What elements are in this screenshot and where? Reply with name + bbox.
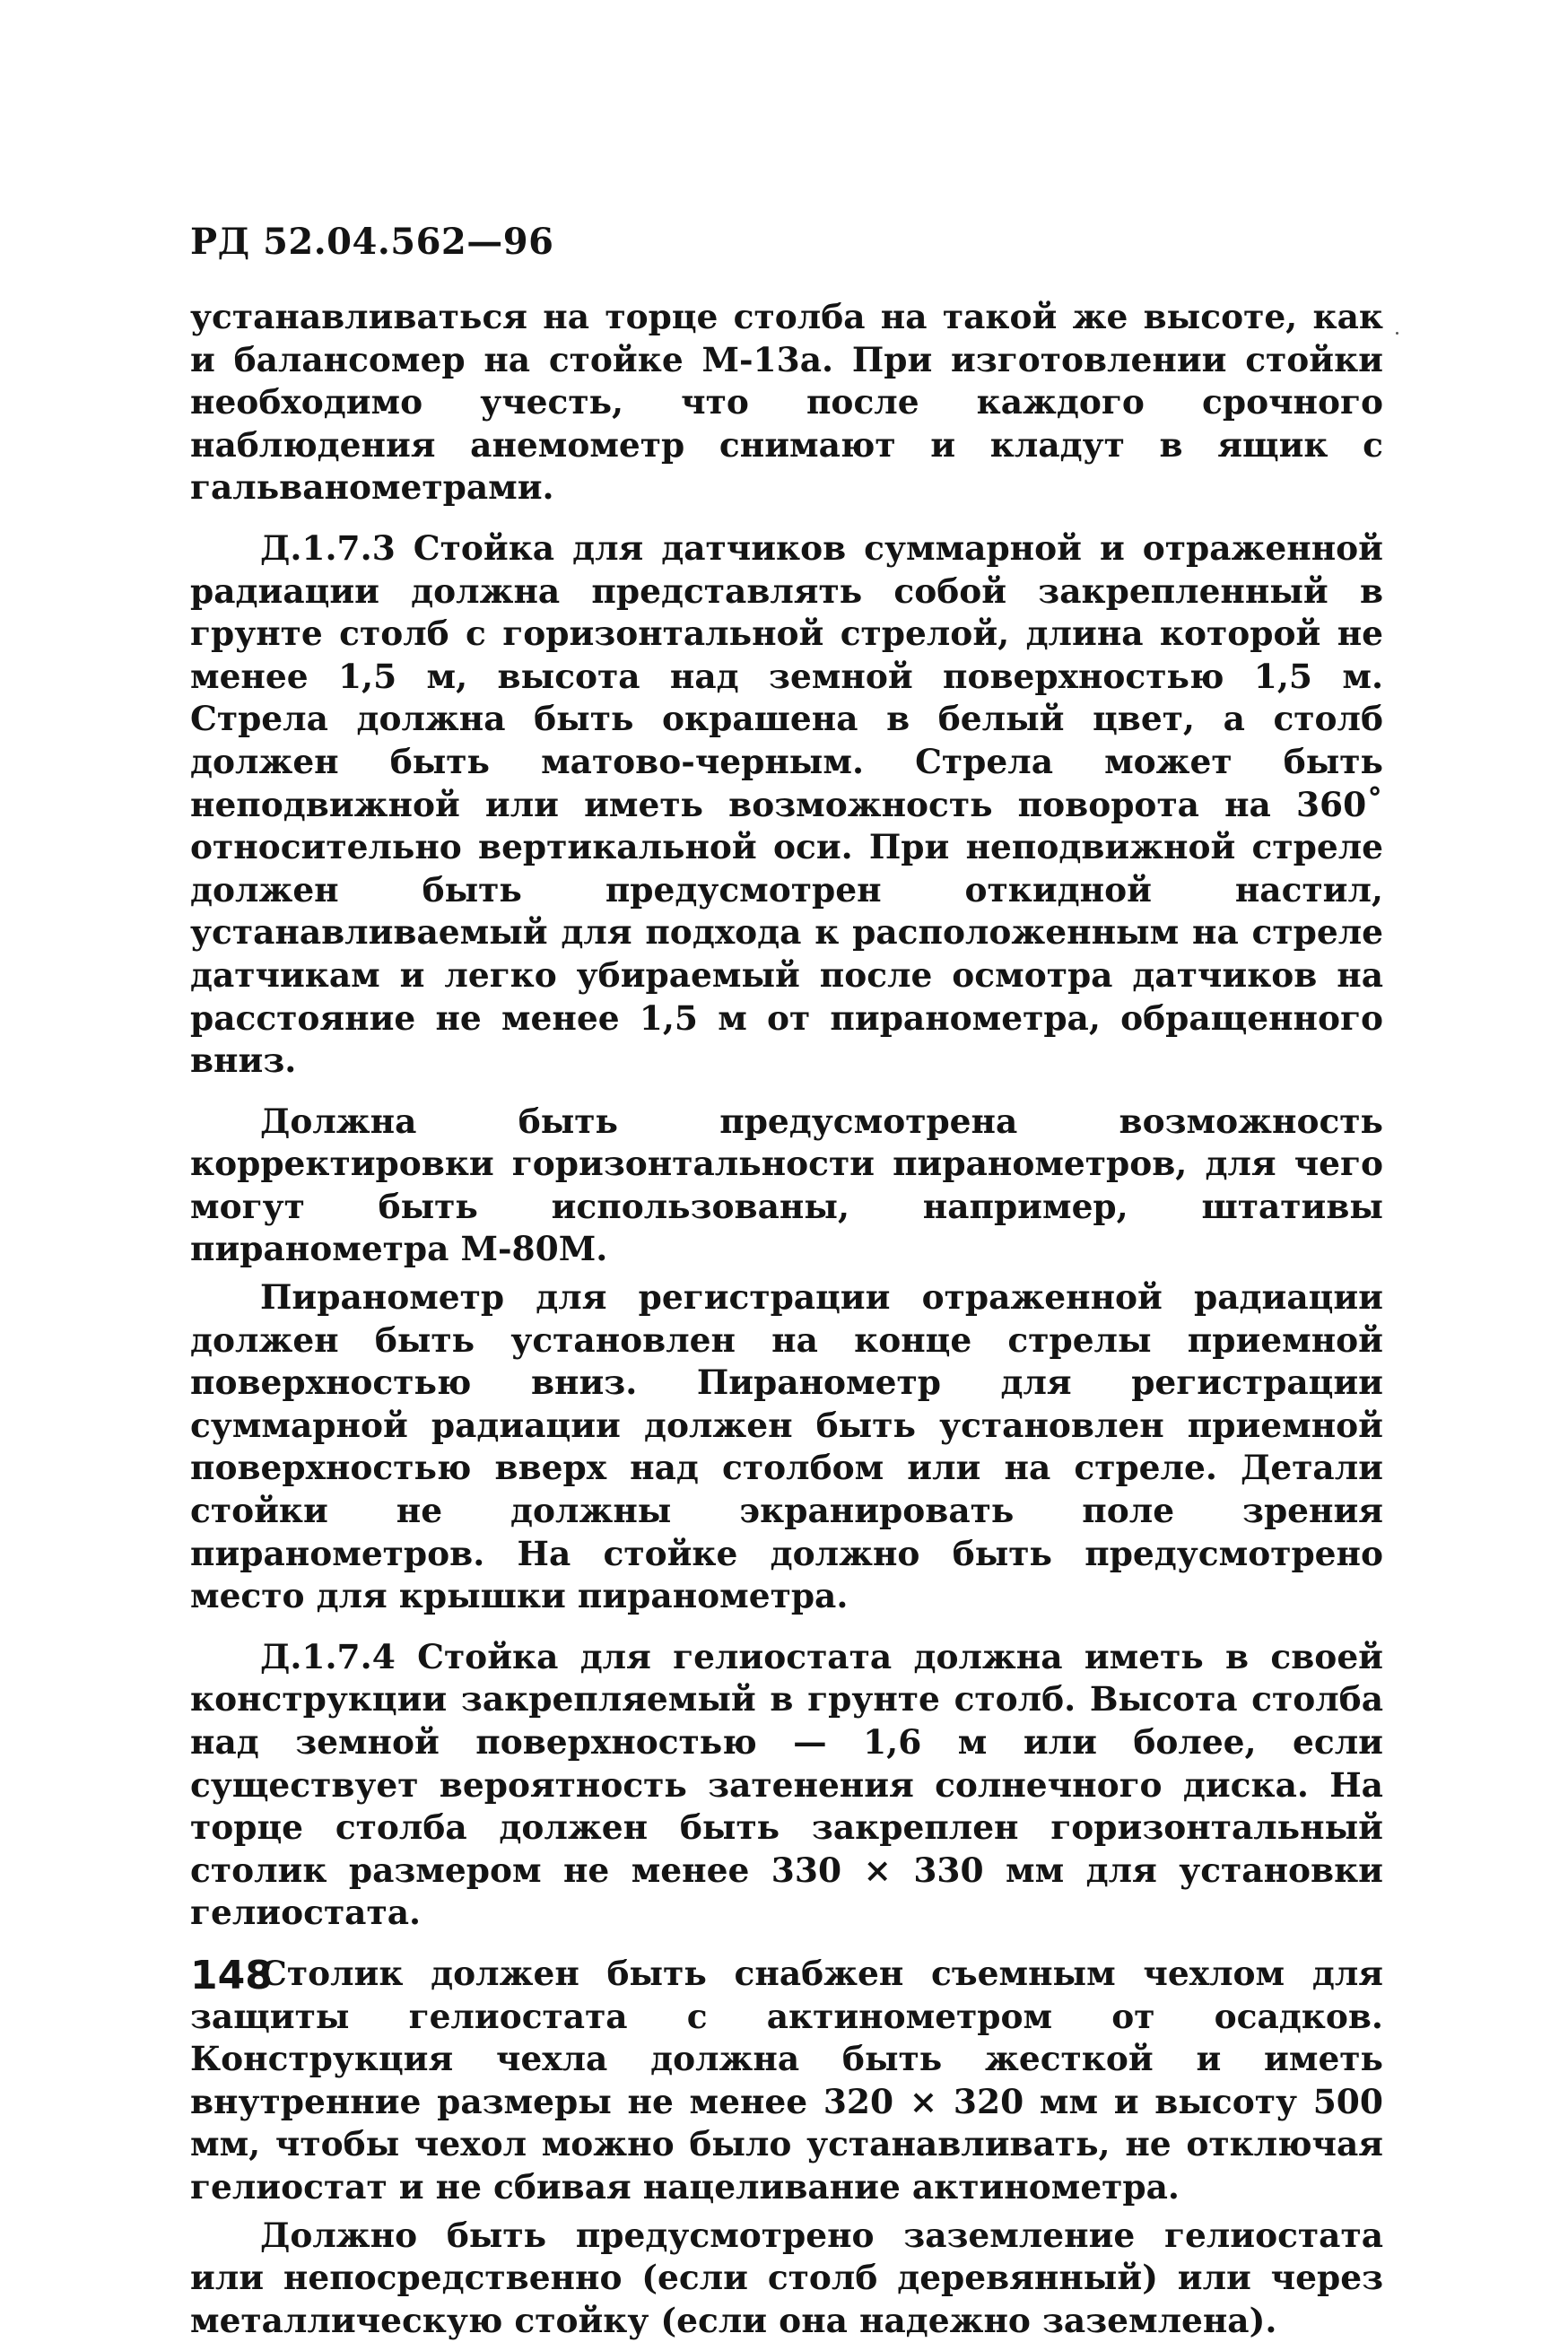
- paragraph-continuation: устанавливаться на торце столба на такой же высоте, как и балансомер на стойке М-13а. При изготовлении стойки необходимо учесть, что после каждого срочного наблюдения анемометр снимают и кладут в ящик с гальванометрами.: [190, 297, 1383, 508]
- paragraph-d-1-7-4: Д.1.7.4 Стойка для гелиостата должна иметь в своей конструкции закрепляемый в грунте столб. Высота столба над земной поверхностью — 1,6 м или более, если существует вероятность затенения солнечного диска. На торце столба должен быть закреплен горизонтальный столик размером не менее 330 × 330 мм для установки гелиостата.: [190, 1636, 1383, 1933]
- scan-artifact-dot: [1396, 332, 1398, 335]
- body-text: [190, 296, 1383, 2342]
- paragraph-d-1-7-3: Д.1.7.3 Стойка для датчиков суммарной и отраженной радиации должна представлять собой закрепленный в грунте столб с горизонтальной стрелой, длина которой не менее 1,5 м, высота над земной поверхностью 1,5 м. Стрела должна быть окрашена в белый цвет, а столб должен быть матово-черным. Стрела может быть неподвижной или иметь возможность поворота на 360˚ относительно вертикальной оси. При неподвижной стреле должен быть предусмотрен откидной настил, устанавливаемый для подхода к расположенным на стреле датчикам и легко убираемый после осмотра датчиков на расстояние не менее 1,5 м от пиранометра, обращенного вниз.: [190, 527, 1383, 1081]
- paragraph-table-cover: Столик должен быть снабжен съемным чехлом для защиты гелиостата с актинометром от осадков. Конструкция чехла должна быть жесткой и иметь внутренние размеры не менее 320 × 320 мм и высоту 500 мм, чтобы чехол можно было устанавливать, не отключая гелиостат и не сбивая нацеливание актинометра.: [190, 1953, 1383, 2207]
- paragraph-pyranometer-leveling: Должна быть предусмотрена возможность корректировки горизонтальности пиранометров, для чего могут быть использованы, например, штативы пиранометра М-80М.: [190, 1101, 1383, 1269]
- document-code-header: РД 52.04.562—96: [190, 221, 554, 263]
- paragraph-grounding: Должно быть предусмотрено заземление гелиостата или непосредственно (если столб деревянный) или через металлическую стойку (если она надежно заземлена).: [190, 2215, 1383, 2340]
- paragraph-pyranometer-mounting: Пиранометр для регистрации отраженной радиации должен быть установлен на конце стрелы приемной поверхностью вниз. Пиранометр для регистрации суммарной радиации должен быть установлен приемной поверхностью вверх над столбом или на стреле. Детали стойки не должны экранировать поле зрения пиранометров. На стойке должно быть предусмотрено место для крышки пиранометра.: [190, 1277, 1383, 1616]
- page-number: 148: [190, 1953, 273, 1998]
